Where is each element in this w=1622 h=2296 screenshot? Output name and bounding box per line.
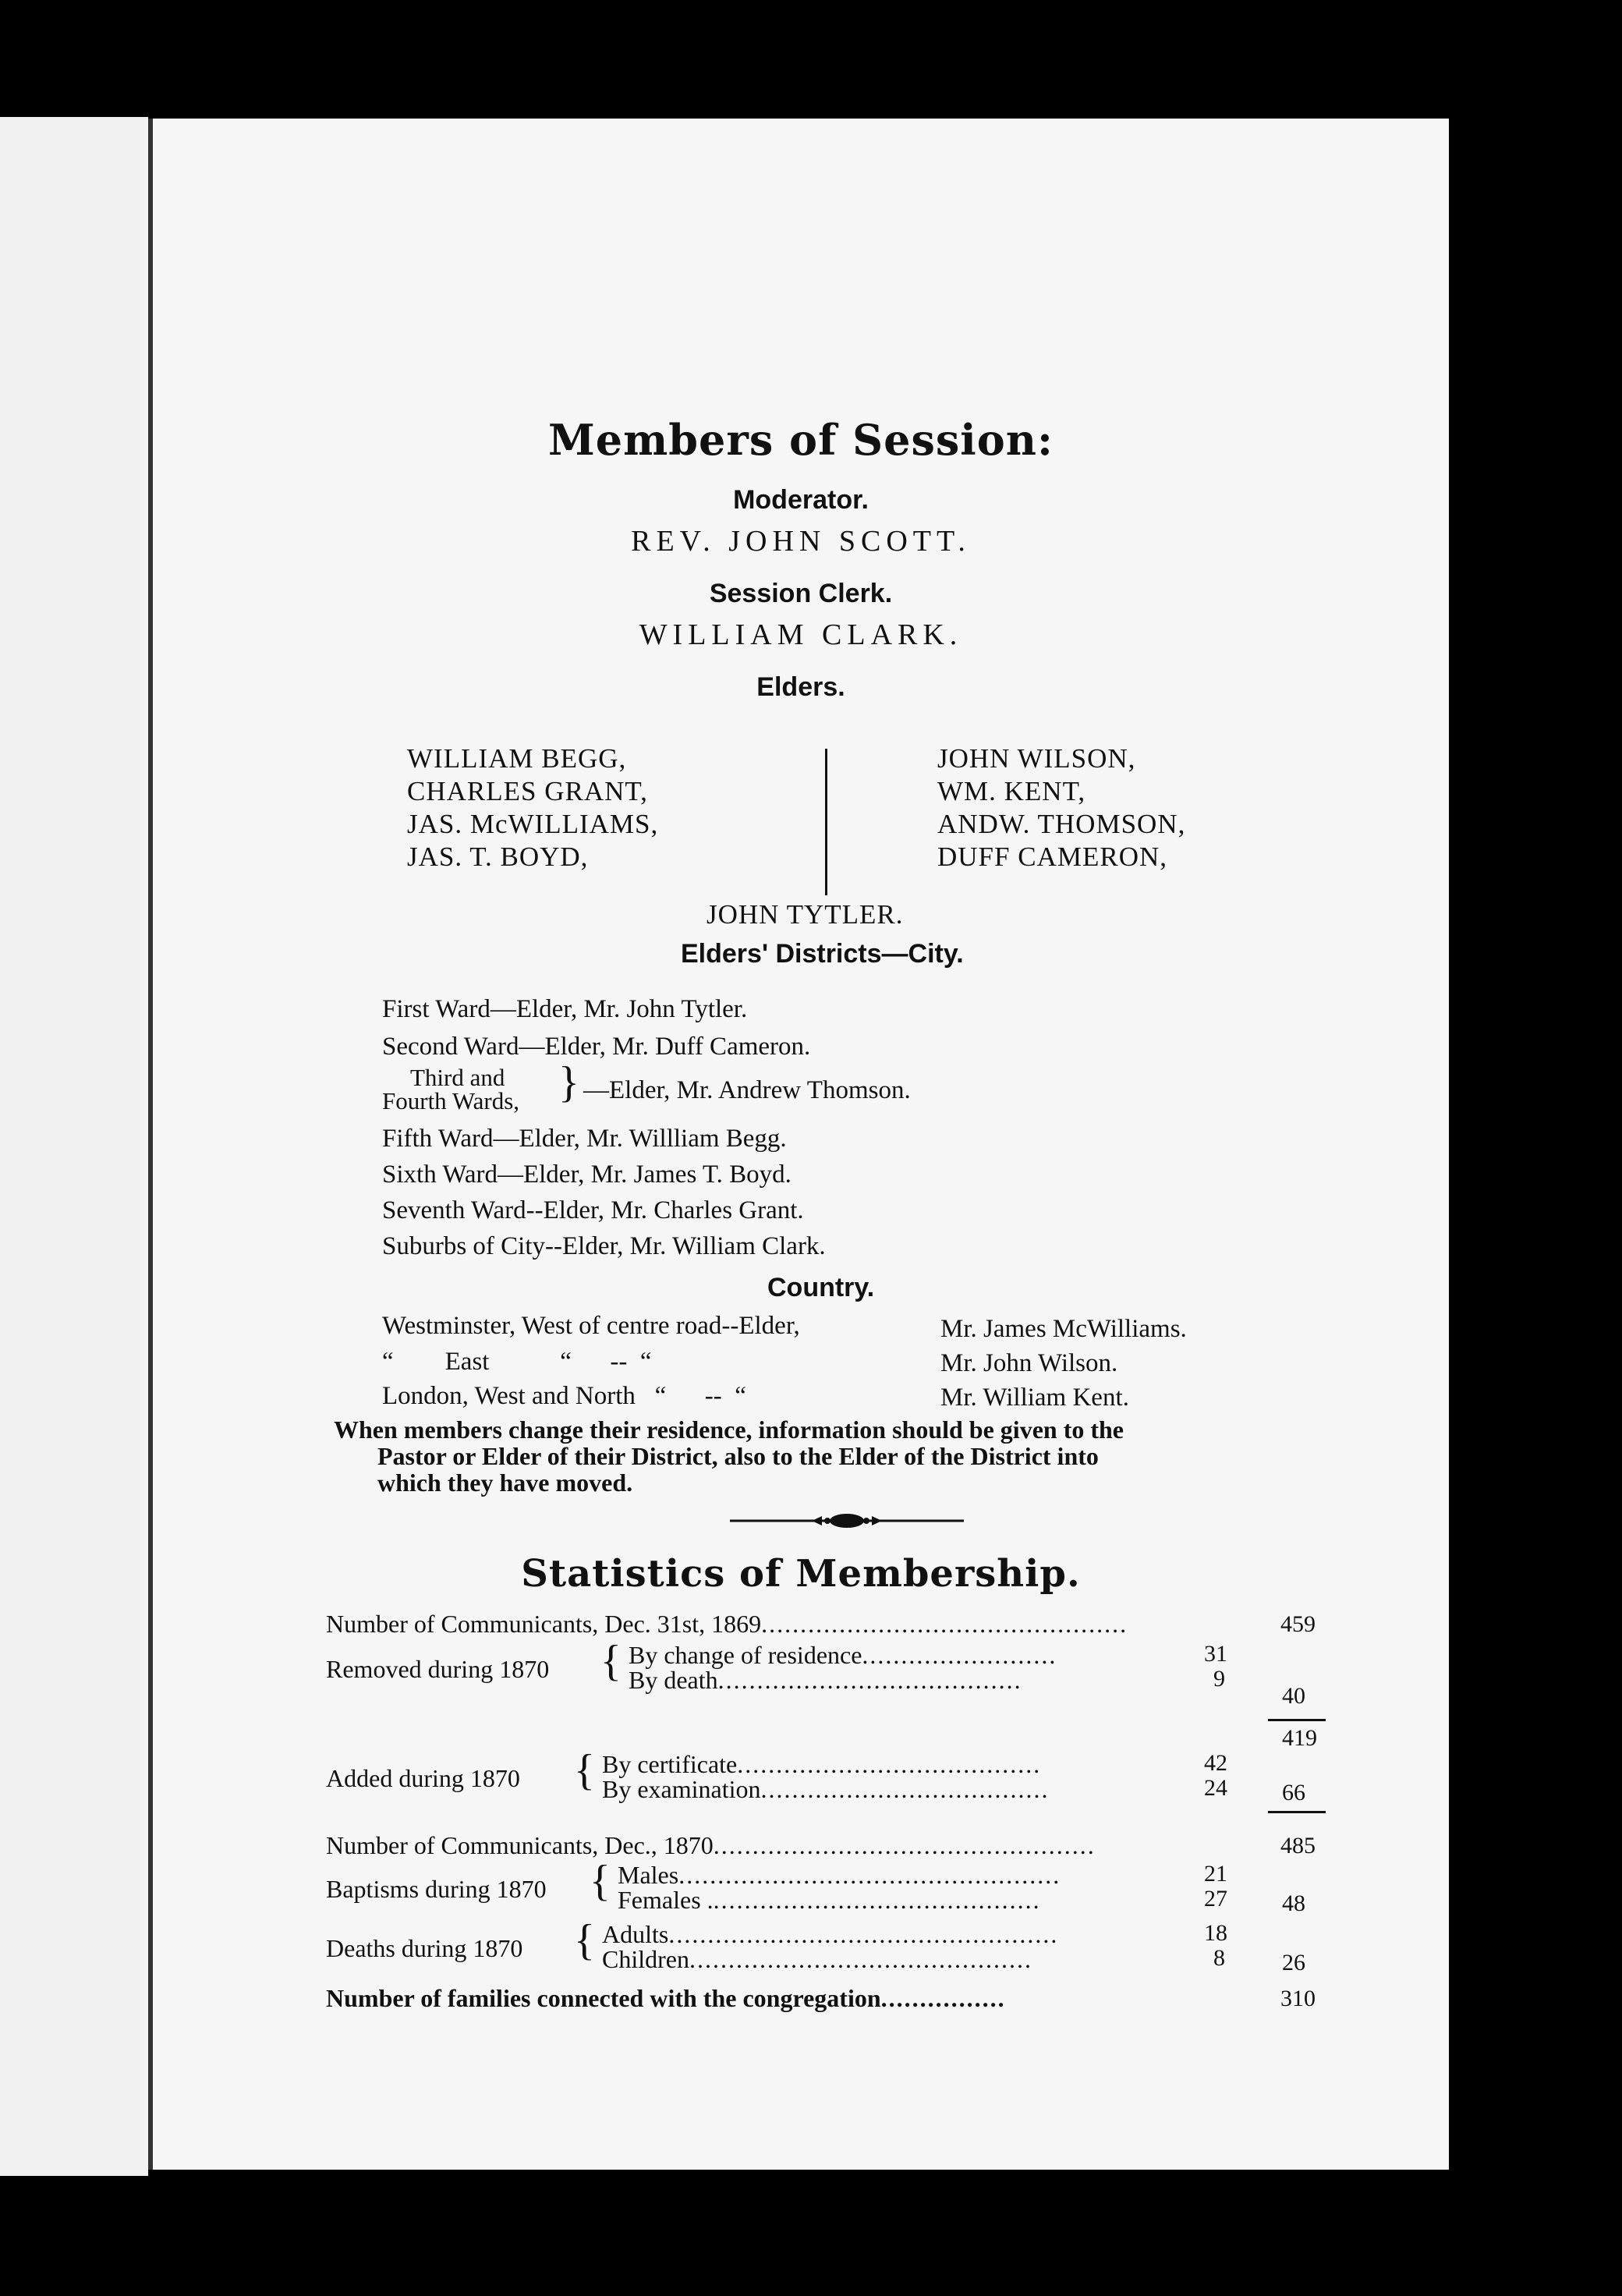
stat-label: Adults	[602, 1920, 669, 1948]
elders-right-list	[937, 742, 1185, 873]
stat-label: By death	[629, 1666, 718, 1694]
note-line: When members change their residence, information should be given to the	[334, 1416, 1124, 1444]
elder-name: WM. KENT,	[937, 776, 1086, 806]
stat-value: 66	[1282, 1780, 1305, 1805]
country-place: London, West and North “ -- “	[382, 1382, 746, 1410]
leader-dots: .................................................	[713, 1831, 1096, 1859]
stat-value: 310	[1280, 1986, 1316, 2011]
country-elder: Mr. John Wilson.	[940, 1349, 1118, 1377]
stat-label: By examination	[602, 1775, 761, 1803]
elder-name: WILLIAM BEGG,	[407, 743, 627, 774]
sum-rule	[1268, 1719, 1326, 1721]
country-place: Westminster, West of centre road--Elder,	[382, 1312, 800, 1340]
note-line: Pastor or Elder of their District, also to the Elder of the District into	[377, 1442, 1099, 1470]
leader-dots: .................................................	[678, 1861, 1061, 1889]
stat-added-label: Added during 1870	[326, 1764, 520, 1792]
ward-suburbs: Suburbs of City--Elder, Mr. William Clark.	[382, 1232, 826, 1260]
elder-name: ANDW. THOMSON,	[937, 809, 1186, 839]
stat-added-exam	[602, 1775, 1050, 1804]
brace-icon: {	[600, 1637, 622, 1685]
leader-dots: ..................................................	[668, 1920, 1059, 1948]
elder-name: DUFF CAMERON,	[937, 842, 1167, 872]
elder-name-bottom: JOHN TYTLER.	[707, 899, 904, 930]
stat-value: 9	[1213, 1666, 1225, 1692]
brace-icon: {	[590, 1857, 611, 1905]
country-elder: Mr. James McWilliams.	[940, 1315, 1187, 1343]
moderator-name: REV. JOHN SCOTT.	[631, 525, 971, 558]
stat-label: By certificate	[602, 1750, 738, 1778]
facing-page-edge	[0, 117, 148, 2176]
stat-removed-death	[629, 1666, 1022, 1695]
stat-value: 18	[1204, 1920, 1227, 1946]
leader-dots: ..........................................	[713, 1886, 1041, 1914]
stat-families	[326, 1984, 1006, 2013]
districts-title: Elders' Districts—City.	[681, 939, 964, 969]
elders-left-list	[407, 742, 658, 873]
ward-second: Second Ward—Elder, Mr. Duff Cameron.	[382, 1033, 811, 1061]
stat-value: 26	[1282, 1950, 1305, 1975]
stat-value: 419	[1282, 1725, 1317, 1751]
country-place: “ East “ -- “	[382, 1348, 652, 1376]
stat-label: Females .	[618, 1886, 714, 1914]
leader-dots: ............................................	[689, 1945, 1032, 1973]
stat-label: Males	[618, 1861, 679, 1889]
stat-label: Children	[602, 1945, 689, 1973]
stat-baptisms-label: Baptisms during 1870	[326, 1875, 547, 1903]
elder-name: JAS. T. BOYD,	[407, 842, 589, 872]
ward-first: First Ward—Elder, Mr. John Tytler.	[382, 995, 748, 1023]
country-title: Country.	[767, 1273, 875, 1302]
ward-third-fourth-line1: Third and	[410, 1064, 505, 1091]
ward-sixth: Sixth Ward—Elder, Mr. James T. Boyd.	[382, 1160, 792, 1189]
elder-name: JOHN WILSON,	[937, 743, 1136, 774]
elders-divider	[825, 749, 827, 895]
stat-value: 42	[1204, 1750, 1227, 1776]
stat-label: Number of Communicants, Dec. 31st, 1869	[326, 1610, 762, 1638]
ward-seventh: Seventh Ward--Elder, Mr. Charles Grant.	[382, 1196, 804, 1224]
leader-dots: ...............................................	[761, 1610, 1128, 1638]
note-line: which they have moved.	[377, 1469, 633, 1497]
stat-deaths-label: Deaths during 1870	[326, 1934, 523, 1962]
stat-value: 24	[1204, 1775, 1227, 1801]
stat-label: Number of families connected with the congregation	[326, 1984, 881, 2012]
leader-dots: .......................................	[737, 1750, 1042, 1778]
clerk-label: Session Clerk.	[709, 579, 893, 608]
stat-removed-label: Removed during 1870	[326, 1655, 550, 1683]
sum-rule	[1268, 1811, 1326, 1813]
stat-value: 8	[1213, 1945, 1225, 1971]
brace-icon: {	[574, 1916, 595, 1965]
brace-icon: {	[574, 1746, 595, 1795]
clerk-name: WILLIAM CLARK.	[639, 618, 963, 651]
stat-value: 31	[1204, 1641, 1227, 1667]
brace-icon: }	[558, 1058, 579, 1107]
stat-deaths-children	[602, 1945, 1032, 1974]
leader-dots: .....................................	[760, 1775, 1050, 1803]
stat-value: 485	[1280, 1833, 1316, 1858]
elder-name: JAS. McWILLIAMS,	[407, 809, 659, 839]
stat-value: 40	[1282, 1683, 1305, 1709]
country-elder: Mr. William Kent.	[940, 1384, 1129, 1412]
stat-label: Number of Communicants, Dec., 1870	[326, 1831, 714, 1859]
residence-note	[334, 1416, 1124, 1496]
ward-fifth: Fifth Ward—Elder, Mr. Willliam Begg.	[382, 1125, 787, 1153]
stat-value: 459	[1280, 1611, 1316, 1637]
stat-communicants-1870	[326, 1831, 1096, 1860]
members-title: Members of Session:	[548, 415, 1054, 465]
elders-label: Elders.	[756, 672, 845, 702]
leader-dots: .......................................	[717, 1666, 1022, 1694]
stat-value: 48	[1282, 1890, 1305, 1916]
ward-third-fourth-line2: Fourth Wards,	[382, 1087, 520, 1114]
moderator-label: Moderator.	[733, 485, 869, 515]
ward-third-fourth-elder: —Elder, Mr. Andrew Thomson.	[583, 1076, 911, 1104]
leader-dots: ................	[880, 1984, 1006, 2012]
document-page	[148, 119, 1449, 2170]
stat-label: By change of residence	[629, 1641, 862, 1669]
stat-value: 21	[1204, 1861, 1227, 1887]
statistics-title: Statistics of Membership.	[521, 1552, 1081, 1596]
stat-value: 27	[1204, 1886, 1227, 1912]
ornament-divider	[730, 1513, 964, 1529]
elder-name: CHARLES GRANT,	[407, 776, 648, 806]
stat-baptisms-females	[618, 1886, 1041, 1915]
stat-communicants-1869	[326, 1610, 1128, 1639]
leader-dots: .........................	[862, 1641, 1057, 1669]
